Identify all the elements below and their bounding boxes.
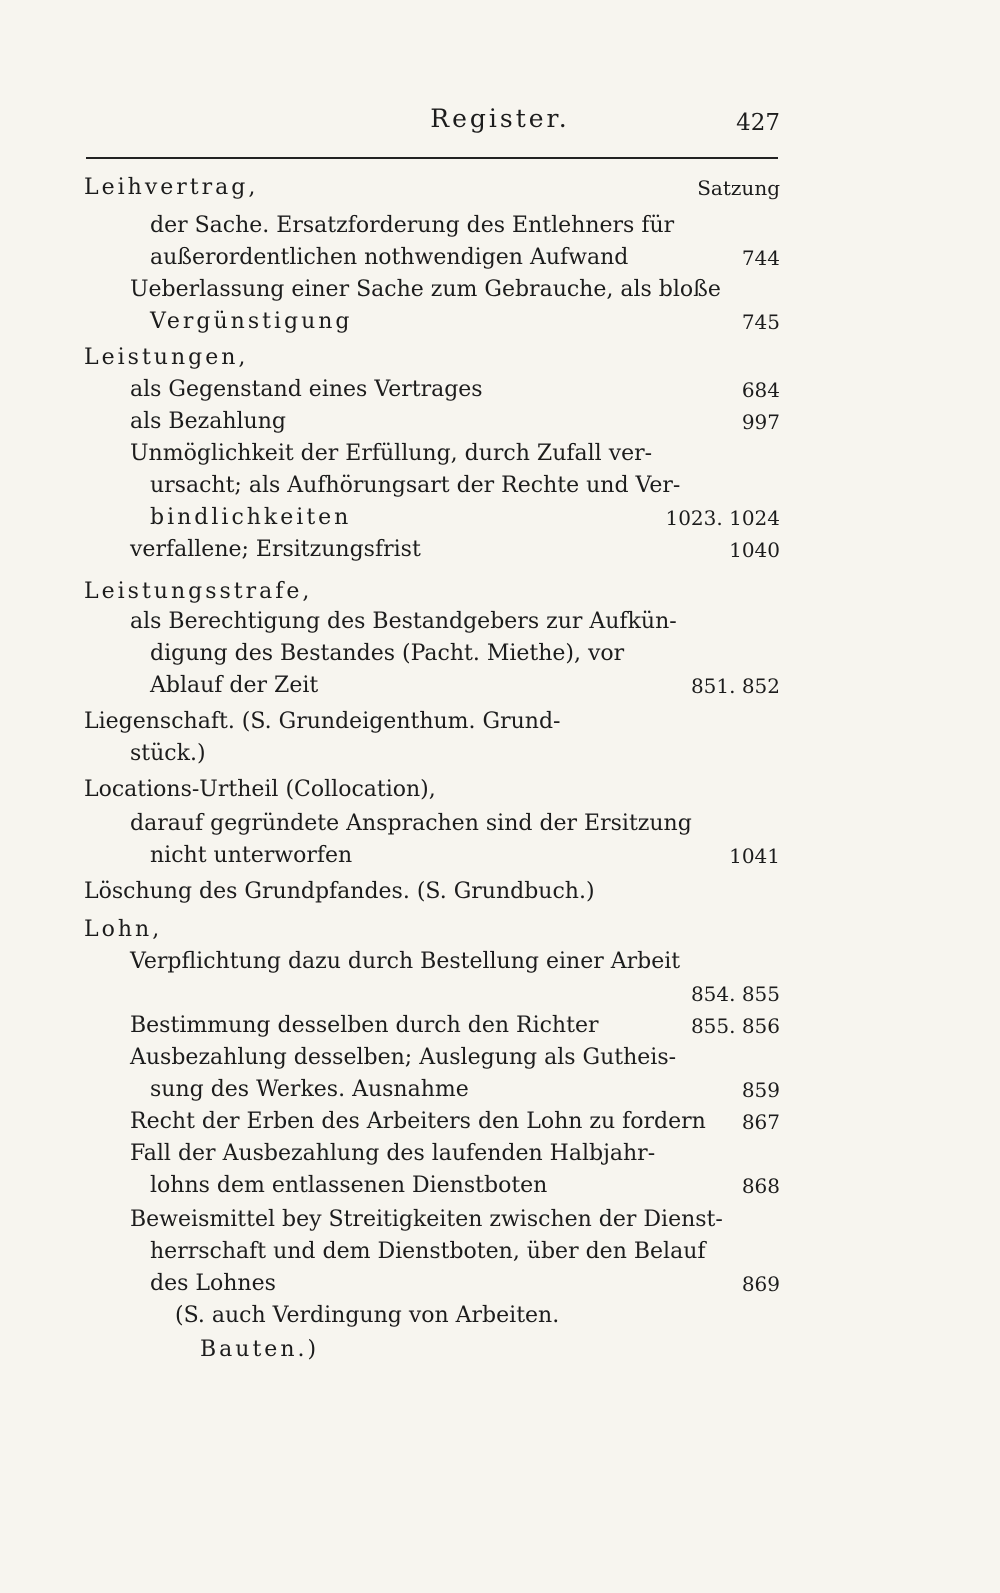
index-line — [0, 274, 1000, 306]
page-reference: 684 — [741, 378, 780, 402]
index-entry-text: der Sache. Ersatzforderung des Entlehners für — [150, 213, 675, 238]
header-rule — [86, 157, 778, 159]
page-number: 427 — [736, 110, 780, 136]
index-heading: Lohn, — [84, 917, 163, 942]
index-line — [0, 470, 1000, 502]
index-entry-text: stück.) — [130, 741, 206, 766]
index-entry-text: als Berechtigung des Bestandgebers zur Aufkün- — [130, 609, 677, 634]
page-reference: 859 — [741, 1078, 780, 1102]
index-line — [0, 1204, 1000, 1236]
index-entry-text: Beweismittel bey Streitigkeiten zwischen der Dienst- — [130, 1207, 723, 1232]
index-line — [0, 1074, 1000, 1106]
index-entry-text: digung des Bestandes (Pacht. Miethe), vor — [150, 641, 625, 666]
index-line — [0, 946, 1000, 978]
index-heading: Locations-Urtheil (Collocation), — [84, 777, 436, 802]
page-reference: 997 — [741, 410, 780, 434]
page-reference: 1023. 1024 — [665, 506, 780, 530]
index-line — [0, 876, 1000, 908]
page-reference: 868 — [741, 1174, 780, 1198]
index-entry-text: Fall der Ausbezahlung des laufenden Halbjahr- — [130, 1141, 656, 1166]
index-heading: Leistungen, — [84, 345, 249, 370]
page-reference: 855. 856 — [690, 1014, 780, 1038]
index-line — [0, 914, 1000, 946]
index-line — [0, 406, 1000, 438]
index-line — [0, 172, 1000, 204]
index-entry-text: darauf gegründete Ansprachen sind der Ersitzung — [130, 811, 692, 836]
index-line — [0, 576, 1000, 608]
index-entry-text: Vergünstigung — [150, 309, 353, 334]
page-reference: 744 — [741, 246, 780, 270]
page-reference: 745 — [741, 310, 780, 334]
page-reference: 1041 — [729, 844, 780, 868]
index-line — [0, 1170, 1000, 1202]
index-entry-text: außerordentlichen nothwendigen Aufwand — [150, 245, 629, 270]
index-line — [0, 670, 1000, 702]
index-entry-text: des Lohnes — [150, 1271, 276, 1296]
index-line — [0, 638, 1000, 670]
index-entry-text: herrschaft und dem Dienstboten, über den Belauf — [150, 1239, 706, 1264]
index-line — [0, 1236, 1000, 1268]
index-line — [0, 840, 1000, 872]
index-entry-text: bindlichkeiten — [150, 505, 352, 530]
index-line — [0, 306, 1000, 338]
index-entry-text: Ablauf der Zeit — [150, 673, 319, 698]
page-reference: 854. 855 — [690, 982, 780, 1006]
index-entry-text: sung des Werkes. Ausnahme — [150, 1077, 469, 1102]
index-line — [0, 606, 1000, 638]
index-entry-text: als Bezahlung — [130, 409, 286, 434]
index-entry-text: Unmöglichkeit der Erfüllung, durch Zufall ver- — [130, 441, 653, 466]
index-entry-text: Recht der Erben des Arbeiters den Lohn zu fordern — [130, 1109, 706, 1134]
index-entry-text: Bestimmung desselben durch den Richter — [130, 1013, 599, 1038]
index-entry-text: Bauten.) — [200, 1337, 320, 1362]
index-line — [0, 1106, 1000, 1138]
index-line — [0, 342, 1000, 374]
index-heading: Liegenschaft. (S. Grundeigenthum. Grund- — [84, 709, 561, 734]
index-line — [0, 374, 1000, 406]
index-line — [0, 210, 1000, 242]
index-line — [0, 1334, 1000, 1366]
page-reference: 1040 — [729, 538, 780, 562]
index-entry-text: als Gegenstand eines Vertrages — [130, 377, 483, 402]
page-reference: 869 — [741, 1272, 780, 1296]
index-line — [0, 978, 1000, 1010]
index-entry-text: (S. auch Verdingung von Arbeiten. — [175, 1303, 560, 1328]
page-reference: Satzung — [697, 176, 780, 200]
index-entry-text: ursacht; als Aufhörungsart der Rechte und Ver- — [150, 473, 681, 498]
index-line — [0, 534, 1000, 566]
index-line — [0, 774, 1000, 806]
index-heading: Leihvertrag, — [84, 175, 259, 200]
index-entry-text: verfallene; Ersitzungsfrist — [130, 537, 421, 562]
index-entry-text: nicht unterworfen — [150, 843, 353, 868]
index-entry-text: Ueberlassung einer Sache zum Gebrauche, als bloße — [130, 277, 721, 302]
index-line — [0, 1010, 1000, 1042]
index-entry-text: Ausbezahlung desselben; Auslegung als Gutheis- — [130, 1045, 677, 1070]
index-line — [0, 502, 1000, 534]
page-reference: 851. 852 — [690, 674, 780, 698]
index-line — [0, 738, 1000, 770]
index-heading: Leistungsstrafe, — [84, 579, 313, 604]
index-entry-text: lohns dem entlassenen Dienstboten — [150, 1173, 548, 1198]
index-line — [0, 438, 1000, 470]
page-reference: 867 — [741, 1110, 780, 1134]
index-line — [0, 1268, 1000, 1300]
index-line — [0, 1042, 1000, 1074]
index-line — [0, 242, 1000, 274]
index-line — [0, 1138, 1000, 1170]
index-entry-text: Verpflichtung dazu durch Bestellung einer Arbeit — [130, 949, 681, 974]
running-header-title: Register. — [430, 104, 570, 133]
index-line — [0, 1300, 1000, 1332]
index-heading: Löschung des Grundpfandes. (S. Grundbuch.) — [84, 879, 595, 904]
index-line — [0, 706, 1000, 738]
index-line — [0, 808, 1000, 840]
